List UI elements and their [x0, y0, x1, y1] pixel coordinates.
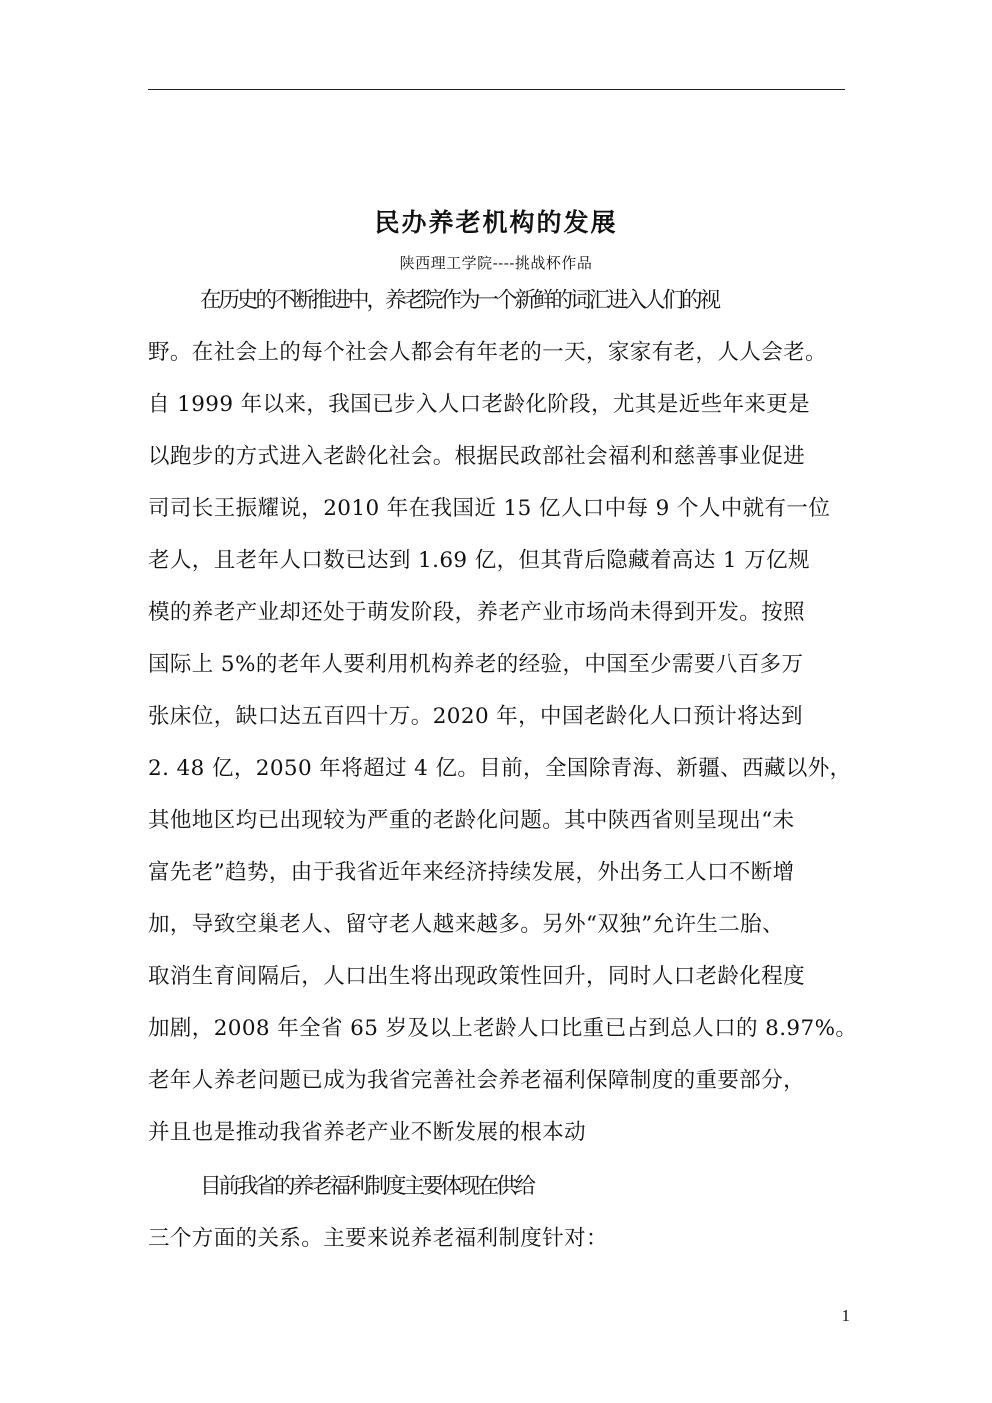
paragraph-line: 野。在社会上的每个社会人都会有年老的一天，家家有老，人人会老。	[148, 340, 827, 365]
paragraph-line: 加，导致空巢老人、留守老人越来越多。另外“双独”允许生二胎、	[148, 912, 784, 937]
paragraph-line: 2. 48 亿，2050 年将超过 4 亿。目前，全国除青海、新疆、西藏以外，	[148, 756, 852, 781]
paragraph-line: 取消生育间隔后，人口出生将出现政策性回升，同时人口老龄化程度	[148, 964, 806, 989]
paragraph-line: 张床位，缺口达五百四十万。2020 年，中国老龄化人口预计将达到	[148, 704, 803, 729]
paragraph-line: 并且也是推动我省养老产业不断发展的根本动	[148, 1120, 587, 1145]
paragraph-line: 司司长王振耀说，2010 年在我国近 15 亿人口中每 9 个人中就有一位	[148, 496, 831, 521]
paragraph-line: 自 1999 年以来，我国已步入人口老龄化阶段，尤其是近些年来更是	[148, 392, 811, 417]
paragraph-line: 老年人养老问题已成为我省完善社会养老福利保障制度的重要部分，	[148, 1068, 806, 1093]
paragraph-line: 在历史的不断推进中，养老院作为一个新鲜的词汇进入人们的视	[200, 288, 719, 313]
paragraph-line: 加剧，2008 年全省 65 岁及以上老龄人口比重已占到总人口的 8.97%。	[148, 1016, 858, 1041]
document-title: 民办养老机构的发展	[374, 208, 618, 237]
document-subtitle: 陕西理工学院----挑战杯作品	[399, 254, 593, 272]
paragraph-line: 富先老”趋势，由于我省近年来经济持续发展，外出务工人口不断增	[148, 860, 795, 885]
paragraph-line: 目前我省的养老福利制度主要体现在供给	[200, 1174, 534, 1199]
paragraph-line: 老人，且老年人口数已达到 1.69 亿，但其背后隐藏着高达 1 万亿规	[148, 548, 810, 573]
paragraph-line: 国际上 5%的老年人要利用机构养老的经验，中国至少需要八百多万	[148, 652, 804, 677]
paragraph-line: 其他地区均已出现较为严重的老龄化问题。其中陕西省则呈现出“未	[148, 808, 795, 833]
header-rule	[148, 89, 845, 90]
page-number: 1	[841, 1306, 850, 1325]
paragraph-line: 三个方面的关系。主要来说养老福利制度针对：	[148, 1226, 608, 1251]
paragraph-line: 以跑步的方式进入老龄化社会。根据民政部社会福利和慈善事业促进	[148, 444, 806, 469]
paragraph-line: 模的养老产业却还处于萌发阶段，养老产业市场尚未得到开发。按照	[148, 600, 806, 625]
